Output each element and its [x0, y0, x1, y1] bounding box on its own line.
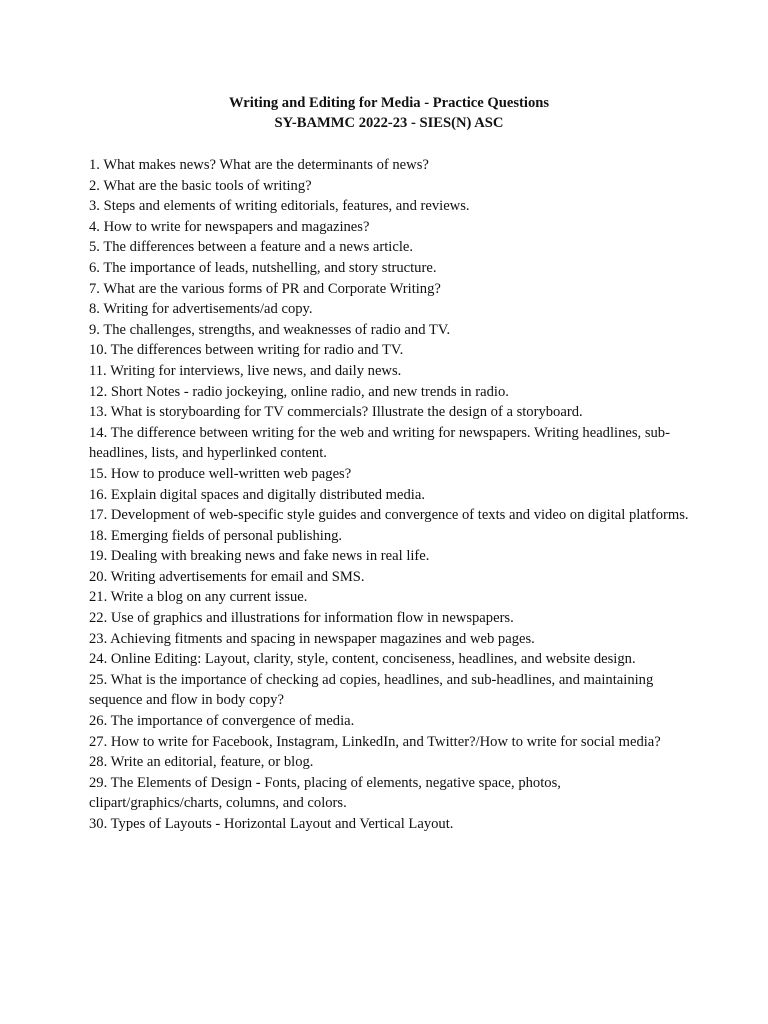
question-item: 30. Types of Layouts - Horizontal Layout and Vertical Layout.: [89, 816, 454, 832]
question-item: 16. Explain digital spaces and digitally distributed media.: [89, 486, 425, 503]
question-item: 17. Development of web-specific style guides and convergence of texts and video on digital platforms.: [89, 507, 689, 524]
question-item: 5. The differences between a feature and a news article.: [89, 239, 414, 256]
question-item: 28. Write an editorial, feature, or blog.: [89, 754, 314, 771]
question-item: 10. The differences between writing for radio and TV.: [89, 342, 404, 359]
question-item: 20. Writing advertisements for email and SMS.: [89, 568, 365, 585]
question-item: 6. The importance of leads, nutshelling, and story structure.: [89, 259, 437, 276]
question-item: 12. Short Notes - radio jockeying, online radio, and new trends in radio.: [89, 383, 509, 400]
question-item: 14. The difference between writing for the web and writing for newspapers. Writing headlines, sub-headlines, lists, and hyperlinked content.: [89, 424, 670, 462]
question-item: 3. Steps and elements of writing editorials, features, and reviews.: [89, 198, 470, 215]
document-header: [89, 93, 689, 133]
question-item: 21. Write a blog on any current issue.: [89, 589, 308, 606]
question-item: 4. How to write for newspapers and magazines?: [89, 218, 370, 235]
question-item: 15. How to produce well-written web pages?: [89, 465, 352, 482]
question-item: 19. Dealing with breaking news and fake news in real life.: [89, 548, 430, 565]
question-item: 24. Online Editing: Layout, clarity, style, content, conciseness, headlines, and website design.: [89, 651, 636, 668]
question-item: 26. The importance of convergence of media.: [89, 713, 355, 730]
question-item: 9. The challenges, strengths, and weaknesses of radio and TV.: [89, 321, 451, 338]
question-item: 22. Use of graphics and illustrations for information flow in newspapers.: [89, 610, 514, 627]
document-subtitle: SY-BAMMC 2022-23 - SIES(N) ASC: [274, 115, 504, 131]
question-item: 8. Writing for advertisements/ad copy.: [89, 301, 313, 318]
document-title: Writing and Editing for Media - Practice Questions: [228, 95, 550, 111]
question-item: 18. Emerging fields of personal publishing.: [89, 527, 343, 544]
question-item: 2. What are the basic tools of writing?: [89, 177, 312, 194]
question-item: 13. What is storyboarding for TV commercials? Illustrate the design of a storyboard.: [89, 404, 583, 421]
question-item: 11. Writing for interviews, live news, and daily news.: [89, 362, 402, 379]
question-item: 7. What are the various forms of PR and Corporate Writing?: [89, 280, 441, 297]
question-list: [89, 155, 689, 835]
question-item: 27. How to write for Facebook, Instagram, LinkedIn, and Twitter?/How to write for social media?: [89, 733, 661, 750]
question-item: 23. Achieving fitments and spacing in newspaper magazines and web pages.: [89, 630, 535, 647]
question-item: 25. What is the importance of checking ad copies, headlines, and sub-headlines, and maintaining sequence and flow in body copy?: [89, 671, 654, 709]
question-item: 29. The Elements of Design - Fonts, placing of elements, negative space, photos, clipart/graphics/charts, columns, and colors.: [89, 774, 561, 812]
question-item: 1. What makes news? What are the determinants of news?: [89, 157, 429, 173]
